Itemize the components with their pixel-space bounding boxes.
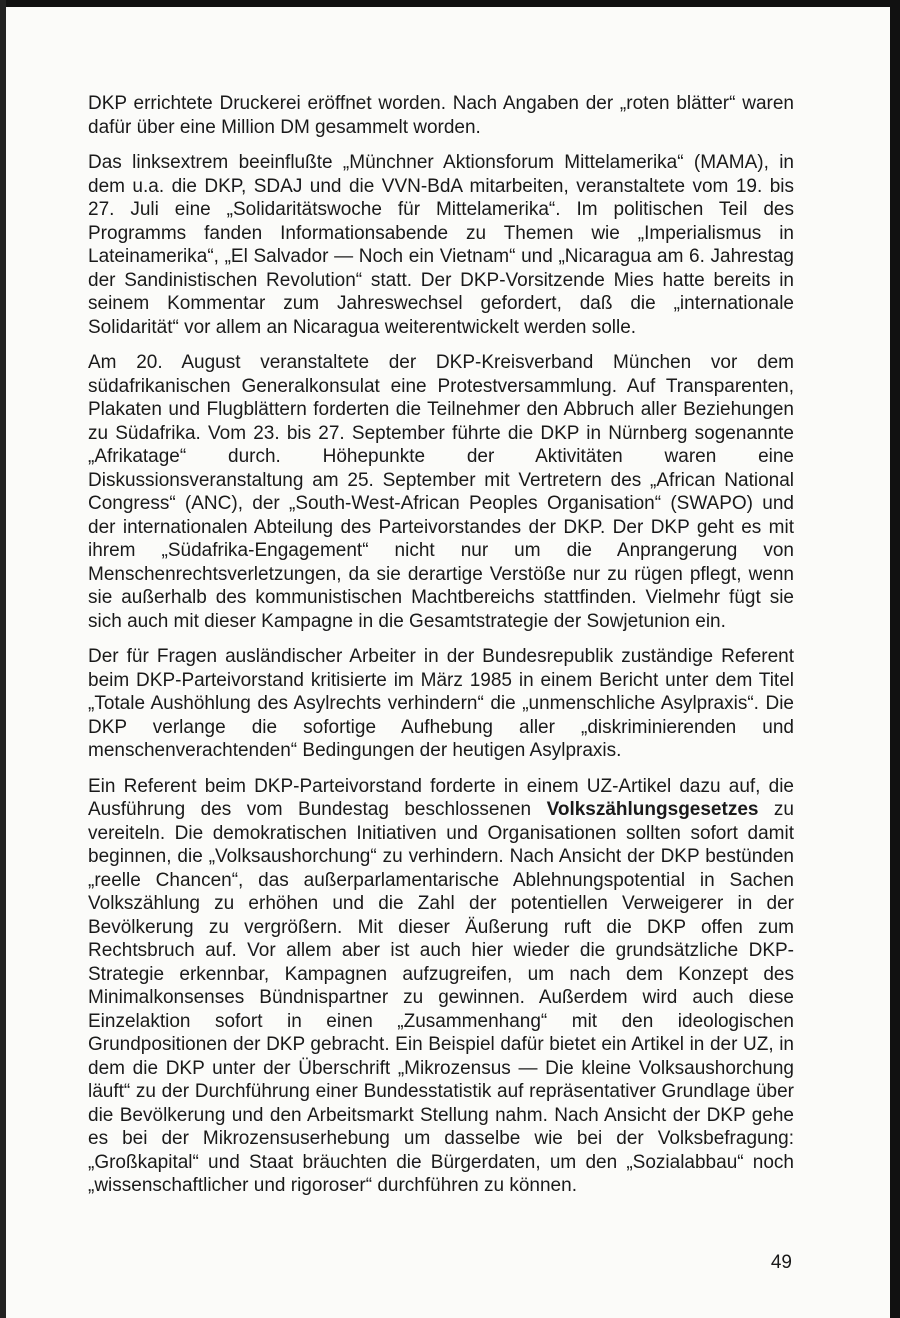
page-number: 49 <box>770 1252 792 1273</box>
paragraph: Am 20. August veranstaltete der DKP-Kreisverband München vor dem südafrikanischen Generalkonsulat eine Protestversammlung. Auf Transparenten, Plakaten und Flugblättern forderten die Teilnehmer den Abbruch aller Beziehungen zu Südafrika. Vom 23. bis 27. September führte die DKP in Nürnberg sogenannte „Afrikatage“ durch. Höhepunkte der Aktivitäten waren eine Diskussionsveranstaltung am 25. September mit Vertretern des „African National Congress“ (ANC), der „South-West-African Peoples Organisation“ (SWAPO) und der internationalen Abteilung des Parteivorstandes der DKP. Der DKP geht es mit ihrem „Südafrika-Engagement“ nicht nur um die Anprangerung von Menschenrechtsverletzungen, da sie derartige Verstöße nur zu rügen pflegt, wenn sie außerhalb des kommunistischen Machtbereichs stattfinden. Vielmehr fügt sie sich auch mit dieser Kampagne in die Gesamtstrategie der Sowjetunion ein. <box>88 352 794 632</box>
paragraph-text: zu vereiteln. Die demokratischen Initiativen und Organisationen sollten sofort damit beginnen, die „Volksaushorchung“ zu verhindern. Nach Ansicht der DKP bestünden „reelle Chancen“, das außerparlamentarische Ablehnungspotential in Sachen Volkszählung zu erhöhen und die Zahl der potentiellen Verweigerer in der Bevölkerung zu vergrößern. Mit dieser Äußerung ruft die DKP offen zum Rechtsbruch auf. Vor allem aber ist auch hier wieder die grundsätzliche DKP-Strategie erkennbar, Kampagnen aufzugreifen, um nach dem Konzept des Minimalkonsenses Bündnispartner zu gewinnen. Außerdem wird auch diese Einzelaktion sofort in einen „Zusammenhang“ mit den ideologischen Grundpositionen der DKP gebracht. Ein Beispiel dafür bietet ein Artikel in der UZ, in dem die DKP unter der Überschrift „Mikrozensus — Die kleine Volksaushorchung läuft“ zu der Durchführung einer Bundesstatistik auf repräsentativer Grundlage über die Bevölkerung und den Arbeitsmarkt Stellung nahm. Nach Ansicht der DKP gehe es bei der Mikrozensuserhebung um dasselbe wie bei der Volksbefragung: „Großkapital“ und Staat bräuchten die Bürgerdaten, um den „Sozialabbau“ noch „wissenschaftlicher und rigoroser“ durchführen zu können. <box>88 799 794 1196</box>
paragraph: DKP errichtete Druckerei eröffnet worden. Nach Angaben der „roten blätter“ waren dafür über eine Million DM gesammelt worden. <box>88 93 794 138</box>
right-border <box>890 0 900 1318</box>
top-border <box>0 0 900 7</box>
paragraph <box>88 775 794 1198</box>
body-text <box>88 92 794 1210</box>
bold-term: Volkszählungsgesetzes <box>546 799 759 820</box>
paragraph-text: Ein Referent beim DKP-Parteivorstand forderte in einem UZ-Artikel dazu auf, die Ausführung des vom Bundestag beschlossenen <box>88 775 794 820</box>
paragraph: Das linksextrem beeinflußte „Münchner Aktionsforum Mittelamerika“ (MAMA), in dem u.a. die DKP, SDAJ und die VVN-BdA mitarbeiten, veranstaltete vom 19. bis 27. Juli eine „Solidaritätswoche für Mittelamerika“. Im politischen Teil des Programms fanden Informationsabende zu Themen wie „Imperialismus in Lateinamerika“, „El Salvador — Noch ein Vietnam“ und „Nicaragua am 6. Jahrestag der Sandinistischen Revolution“ statt. Der DKP-Vorsitzende Mies hatte bereits in seinem Kommentar zum Jahreswechsel gefordert, daß die „internationale Solidarität“ vor allem an Nicaragua weiterentwickelt werden solle. <box>88 152 794 338</box>
paragraph: Der für Fragen ausländischer Arbeiter in der Bundesrepublik zuständige Referent beim DKP-Parteivorstand kritisierte im März 1985 in einem Bericht unter dem Titel „Totale Aushöhlung des Asylrechts verhindern“ die „unmenschliche Asylpraxis“. Die DKP verlange die sofortige Aufhebung aller „diskriminierenden und menschenverachtenden“ Bedingungen der heutigen Asylpraxis. <box>88 646 794 761</box>
left-border <box>0 0 6 1318</box>
